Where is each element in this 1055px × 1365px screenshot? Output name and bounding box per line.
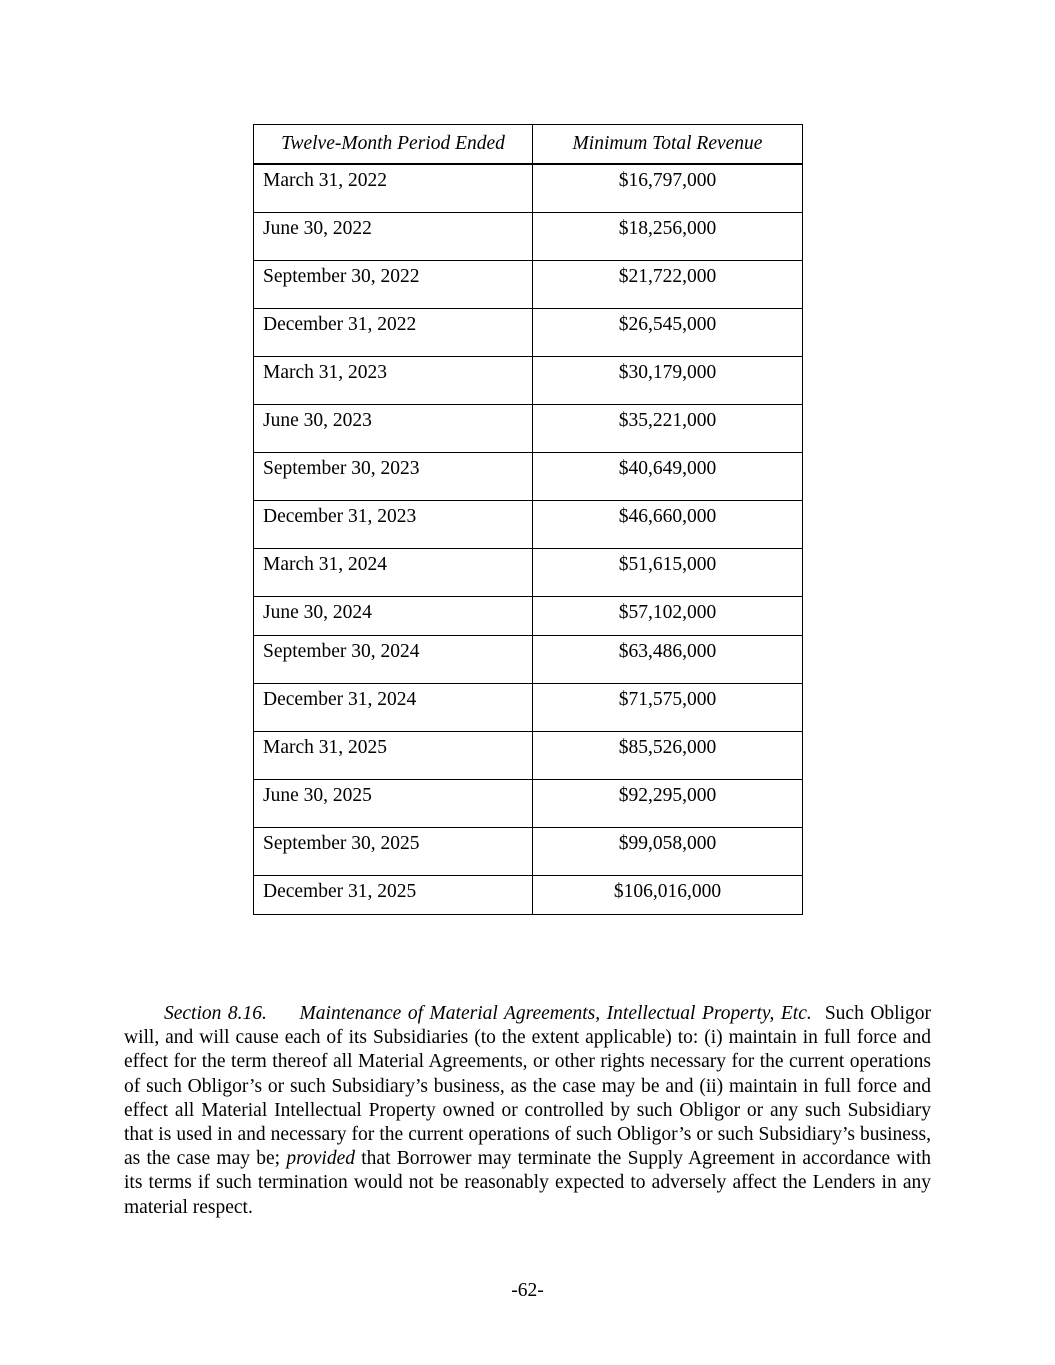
table-row (254, 452, 803, 500)
revenue-cell: $99,058,000 (533, 827, 803, 875)
revenue-cell: $57,102,000 (533, 596, 803, 635)
table-row (254, 548, 803, 596)
revenue-cell: $40,649,000 (533, 452, 803, 500)
revenue-cell: $85,526,000 (533, 731, 803, 779)
table-row (254, 308, 803, 356)
table-row (254, 500, 803, 548)
revenue-cell: $71,575,000 (533, 683, 803, 731)
period-cell: December 31, 2025 (254, 875, 533, 914)
table-row (254, 404, 803, 452)
table-row (254, 779, 803, 827)
period-cell: December 31, 2023 (254, 500, 533, 548)
revenue-cell: $35,221,000 (533, 404, 803, 452)
section-title: Maintenance of Material Agreements, Intellectual Property, Etc. (299, 1003, 812, 1024)
revenue-cell: $63,486,000 (533, 635, 803, 683)
revenue-column-header: Minimum Total Revenue (533, 125, 803, 165)
table-row (254, 827, 803, 875)
period-cell: December 31, 2022 (254, 308, 533, 356)
section-number: Section 8.16. (164, 1003, 267, 1024)
revenue-cell: $46,660,000 (533, 500, 803, 548)
revenue-cell: $51,615,000 (533, 548, 803, 596)
revenue-cell: $92,295,000 (533, 779, 803, 827)
revenue-cell: $21,722,000 (533, 260, 803, 308)
period-cell: September 30, 2023 (254, 452, 533, 500)
table-row (254, 875, 803, 914)
period-cell: September 30, 2024 (254, 635, 533, 683)
period-cell: March 31, 2025 (254, 731, 533, 779)
revenue-cell: $16,797,000 (533, 164, 803, 212)
table-row (254, 596, 803, 635)
period-cell: March 31, 2022 (254, 164, 533, 212)
table-row (254, 260, 803, 308)
minimum-revenue-table (253, 124, 803, 915)
revenue-cell: $106,016,000 (533, 875, 803, 914)
table-row (254, 356, 803, 404)
period-cell: June 30, 2023 (254, 404, 533, 452)
period-cell: September 30, 2025 (254, 827, 533, 875)
period-cell: March 31, 2023 (254, 356, 533, 404)
revenue-cell: $18,256,000 (533, 212, 803, 260)
section-body-text-continued: that Borrower may terminate the Supply Agreement in accordance with its terms if such termination would not be reasonably expected to adversely affect the Lenders in any material respect. (124, 1148, 932, 1218)
provided-term: provided (286, 1148, 355, 1170)
table-header-row (254, 125, 803, 165)
period-cell: June 30, 2024 (254, 596, 533, 635)
period-cell: December 31, 2024 (254, 683, 533, 731)
table-row (254, 164, 803, 212)
revenue-cell: $26,545,000 (533, 308, 803, 356)
table-row (254, 212, 803, 260)
table-row (254, 731, 803, 779)
period-column-header: Twelve-Month Period Ended (254, 125, 533, 165)
section-body-text: Such Obligor will, and will cause each of its Subsidiaries (to the extent applicable) to: (i) maintain in full force and effect for the term thereof all Material Agreements, or other rights necessary for the current operations of such Obligor’s or such Subsidiary’s business, as the case may be and (ii) maintain in full force and effect all Material Intellectual Property owned or controlled by such Obligor or any such Subsidiary that is used in and necessary for the current operations of such Obligor’s or such Subsidiary’s business, as the case may be; (124, 1003, 931, 1170)
table-row (254, 635, 803, 683)
period-cell: March 31, 2024 (254, 548, 533, 596)
period-cell: September 30, 2022 (254, 260, 533, 308)
section-8-16-paragraph (124, 1002, 931, 1220)
period-cell: June 30, 2025 (254, 779, 533, 827)
page-number: -62- (511, 1280, 544, 1301)
table-row (254, 683, 803, 731)
period-cell: June 30, 2022 (254, 212, 533, 260)
revenue-cell: $30,179,000 (533, 356, 803, 404)
